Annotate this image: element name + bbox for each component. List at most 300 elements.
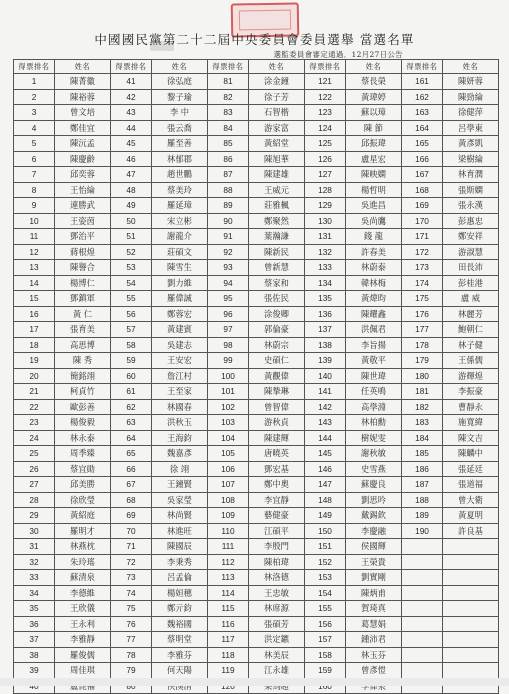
name-cell: 莊碩文 [152,244,208,260]
name-cell: 蘇慶良 [346,477,402,493]
name-cell: 黃紹庭 [55,508,111,524]
rank-cell: 117 [208,632,249,648]
name-cell: 鄭亓鈞 [152,601,208,617]
table-row [14,415,499,431]
rank-cell: 56 [111,306,152,322]
rank-cell [402,663,443,679]
name-cell: 陳建雄 [249,167,305,183]
rank-cell: 37 [14,632,55,648]
rank-cell: 180 [402,368,443,384]
rank-cell: 68 [111,492,152,508]
rank-cell: 15 [14,291,55,307]
rank-cell: 19 [14,353,55,369]
name-cell: 唐曉英 [249,446,305,462]
results-table [13,59,499,694]
name-cell: 謝秋敏 [346,446,402,462]
rank-cell: 65 [111,446,152,462]
table-row [14,105,499,121]
name-cell: 李旨揚 [346,337,402,353]
rank-cell: 140 [305,368,346,384]
table-row [14,616,499,632]
rank-cell [402,539,443,555]
name-cell: 劉力維 [152,275,208,291]
rank-cell: 115 [208,601,249,617]
name-cell: 趙世鵬 [152,167,208,183]
header-rank: 得票排名 [208,60,249,74]
rank-cell: 153 [305,570,346,586]
name-cell: 鄧治平 [55,229,111,245]
rank-cell: 176 [402,306,443,322]
name-cell: 楊姮穗 [152,585,208,601]
rank-cell: 60 [111,368,152,384]
name-cell: 陳耀鑫 [346,306,402,322]
rank-cell: 137 [305,322,346,338]
rank-cell [402,554,443,570]
rank-cell: 50 [111,213,152,229]
name-cell: 徐欣瑩 [55,492,111,508]
table-row [14,74,499,90]
header-name: 姓名 [55,60,111,74]
name-cell: 林麗芳 [443,306,499,322]
name-cell: 楊博仁 [55,275,111,291]
rank-cell: 83 [208,105,249,121]
name-cell: 曾文培 [55,105,111,121]
rank-cell: 5 [14,136,55,152]
name-cell: 涂俊卿 [249,306,305,322]
table-row [14,120,499,136]
table-row [14,244,499,260]
name-cell: 葛慧娟 [346,616,402,632]
rank-cell: 28 [14,492,55,508]
rank-cell: 31 [14,539,55,555]
name-cell: 鄭蓉宏 [152,306,208,322]
name-cell: 曾彥愷 [346,663,402,679]
table-row [14,477,499,493]
name-cell: 林燕枕 [55,539,111,555]
rank-cell: 99 [208,353,249,369]
rank-cell [402,632,443,648]
name-cell [443,554,499,570]
name-cell: 蘇清泉 [55,570,111,586]
name-cell: 鮑朝仁 [443,322,499,338]
table-row [14,353,499,369]
rank-cell: 186 [402,461,443,477]
name-cell: 陳譽合 [55,260,111,276]
rank-cell: 44 [111,120,152,136]
table-row [14,229,499,245]
name-cell: 曹靜永 [443,399,499,415]
name-cell: 陳映嫻 [346,167,402,183]
name-cell: 王鐘賢 [152,477,208,493]
rank-cell: 70 [111,523,152,539]
name-cell: 王至家 [152,384,208,400]
rank-cell [402,616,443,632]
rank-cell: 14 [14,275,55,291]
name-cell: 藝健豪 [249,508,305,524]
name-cell: 歐彭善 [55,399,111,415]
rank-cell: 26 [14,461,55,477]
rank-cell: 189 [402,508,443,524]
rank-cell: 61 [111,384,152,400]
name-cell: 陳沅孟 [55,136,111,152]
rank-cell: 159 [305,663,346,679]
name-cell: 邱美勝 [55,477,111,493]
rank-cell: 3 [14,105,55,121]
rank-cell: 136 [305,306,346,322]
name-cell: 王安宏 [152,353,208,369]
rank-cell: 155 [305,601,346,617]
rank-cell: 190 [402,523,443,539]
name-cell: 林進旺 [152,523,208,539]
name-cell: 陳勁綸 [443,89,499,105]
name-cell: 王榮貴 [346,554,402,570]
name-cell: 陳建輝 [249,430,305,446]
name-cell: 梁樹綸 [443,151,499,167]
rank-cell: 130 [305,213,346,229]
name-cell: 林玉芬 [346,647,402,663]
rank-cell: 9 [14,198,55,214]
rank-cell: 39 [14,663,55,679]
rank-cell: 152 [305,554,346,570]
name-cell [443,585,499,601]
rank-cell: 102 [208,399,249,415]
name-cell: 鄭中奧 [249,477,305,493]
table-row [14,306,499,322]
name-cell: 陳妍蓉 [443,74,499,90]
name-cell: 黃敬平 [346,353,402,369]
name-cell: 彭桂港 [443,275,499,291]
name-cell: 黃彥凱 [443,136,499,152]
rank-cell: 104 [208,430,249,446]
name-cell: 林洛德 [249,570,305,586]
name-cell: 林子健 [443,337,499,353]
rank-cell: 187 [402,477,443,493]
name-cell: 鍾沛君 [346,632,402,648]
rank-cell: 127 [305,167,346,183]
name-cell: 邱奕蓉 [55,167,111,183]
name-cell: 魏嘉彥 [152,446,208,462]
name-cell: 黃瑋婷 [346,89,402,105]
name-cell: 吳進昌 [346,198,402,214]
table-row [14,322,499,338]
name-cell: 林育潤 [443,167,499,183]
rank-cell: 71 [111,539,152,555]
rank-cell: 144 [305,430,346,446]
name-cell: 周佳琪 [55,663,111,679]
rank-cell: 100 [208,368,249,384]
rank-cell: 18 [14,337,55,353]
name-cell: 李殷門 [249,539,305,555]
rank-cell: 171 [402,229,443,245]
page-title: 中國國民黨第二十二屆中央委員會委員選舉 當選名單 [94,32,415,47]
name-cell: 陳 節 [346,120,402,136]
header-name: 姓名 [152,60,208,74]
rank-cell: 82 [208,89,249,105]
name-cell: 李振豪 [443,384,499,400]
rank-cell: 98 [208,337,249,353]
name-cell: 蔡長榮 [346,74,402,90]
table-row [14,337,499,353]
name-cell: 李秉秀 [152,554,208,570]
rank-cell: 72 [111,554,152,570]
name-cell [443,663,499,679]
name-cell: 王永利 [55,616,111,632]
name-cell: 任英鳴 [346,384,402,400]
table-row [14,663,499,679]
rank-cell: 149 [305,508,346,524]
table-row [14,89,499,105]
name-cell: 陳摯琳 [249,384,305,400]
name-cell: 蘇以璋 [346,105,402,121]
rank-cell: 88 [208,182,249,198]
rank-cell: 22 [14,399,55,415]
rank-cell: 48 [111,182,152,198]
rank-cell: 182 [402,399,443,415]
rank-cell: 161 [402,74,443,90]
name-cell: 史碩仁 [249,353,305,369]
rank-cell: 128 [305,182,346,198]
name-cell: 林郁郡 [152,151,208,167]
table-row [14,291,499,307]
rank-cell: 132 [305,244,346,260]
header-rank: 得票排名 [402,60,443,74]
rank-cell: 77 [111,632,152,648]
rank-cell: 93 [208,260,249,276]
name-cell: 曾大衛 [443,492,499,508]
name-cell: 高思博 [55,337,111,353]
rank-cell: 177 [402,322,443,338]
rank-cell: 33 [14,570,55,586]
name-cell: 林國春 [152,399,208,415]
name-cell: 陳柏瑋 [249,554,305,570]
rank-cell: 109 [208,508,249,524]
name-cell: 蔡宜勛 [55,461,111,477]
name-cell: 呂學東 [443,120,499,136]
rank-cell: 116 [208,616,249,632]
rank-cell: 147 [305,477,346,493]
table-row [14,182,499,198]
name-cell: 張斯嫻 [443,182,499,198]
rank-cell: 30 [14,523,55,539]
rank-cell: 63 [111,415,152,431]
table-body [14,74,499,694]
table-row [14,368,499,384]
name-cell: 游家富 [249,120,305,136]
name-cell: 李雅芬 [152,647,208,663]
name-cell: 張永漢 [443,198,499,214]
name-cell: 周季臻 [55,446,111,462]
rank-cell: 108 [208,492,249,508]
rank-cell: 52 [111,244,152,260]
name-cell: 林柏勳 [346,415,402,431]
rank-cell: 129 [305,198,346,214]
table-header-row [14,60,499,74]
name-cell: 史雪燕 [346,461,402,477]
name-cell: 徐 翊 [152,461,208,477]
name-cell: 賀琦真 [346,601,402,617]
rank-cell: 107 [208,477,249,493]
name-cell: 樹妮雯 [346,430,402,446]
rank-cell: 119 [208,663,249,679]
table-row [14,198,499,214]
rank-cell: 12 [14,244,55,260]
table-row [14,461,499,477]
name-cell: 王威元 [249,182,305,198]
rank-cell: 112 [208,554,249,570]
name-cell: 田長沛 [443,260,499,276]
table-row [14,213,499,229]
name-cell: 邱振瑋 [346,136,402,152]
rank-cell: 35 [14,601,55,617]
rank-cell: 74 [111,585,152,601]
rank-cell: 10 [14,213,55,229]
table-row [14,523,499,539]
name-cell: 林美辰 [249,647,305,663]
table-row [14,570,499,586]
rank-cell: 168 [402,182,443,198]
name-cell: 連勝武 [55,198,111,214]
rank-cell: 42 [111,89,152,105]
name-cell: 陳裕蓉 [55,89,111,105]
name-cell: 洪秋玉 [152,415,208,431]
name-cell: 魏裕國 [152,616,208,632]
rank-cell: 138 [305,337,346,353]
rank-cell: 141 [305,384,346,400]
name-cell: 林蔚宗 [249,337,305,353]
table-row [14,430,499,446]
name-cell: 陳麟中 [443,446,499,462]
table-row [14,167,499,183]
name-cell: 石智楷 [249,105,305,121]
rank-cell: 118 [208,647,249,663]
name-cell: 葉瀚謙 [249,229,305,245]
name-cell: 黃 仁 [55,306,111,322]
name-cell: 張碩芳 [249,616,305,632]
rank-cell: 43 [111,105,152,121]
rank-cell: 165 [402,136,443,152]
rank-cell: 125 [305,136,346,152]
table-row [14,151,499,167]
rank-cell: 51 [111,229,152,245]
rank-cell: 184 [402,430,443,446]
rank-cell: 135 [305,291,346,307]
rank-cell: 7 [14,167,55,183]
name-cell: 黃煒昀 [346,291,402,307]
rank-cell: 156 [305,616,346,632]
rank-cell: 41 [111,74,152,90]
name-cell: 羅偉誠 [152,291,208,307]
rank-cell [402,585,443,601]
rank-cell: 114 [208,585,249,601]
table-row [14,136,499,152]
rank-cell: 92 [208,244,249,260]
name-cell: 施寬緯 [443,415,499,431]
rank-cell: 166 [402,151,443,167]
rank-cell: 90 [208,213,249,229]
name-cell: 羅明才 [55,523,111,539]
name-cell: 林永泰 [55,430,111,446]
rank-cell: 151 [305,539,346,555]
rank-cell: 2 [14,89,55,105]
name-cell: 游秋貞 [249,415,305,431]
name-cell: 王海鈞 [152,430,208,446]
name-cell: 陳菁徽 [55,74,111,90]
page-bottom-edge [0,678,509,686]
name-cell: 徐弘庭 [152,74,208,90]
name-cell: 徐子芳 [249,89,305,105]
rank-cell: 175 [402,291,443,307]
rank-cell: 86 [208,151,249,167]
name-cell: 詹江村 [152,368,208,384]
name-cell: 楊俊毅 [55,415,111,431]
rank-cell: 185 [402,446,443,462]
table-row [14,647,499,663]
name-cell [443,647,499,663]
name-cell: 鄭安祥 [443,229,499,245]
rank-cell: 146 [305,461,346,477]
name-cell: 戴錫欽 [346,508,402,524]
name-cell: 陳文吉 [443,430,499,446]
rank-cell: 17 [14,322,55,338]
rank-cell: 122 [305,89,346,105]
table-row [14,601,499,617]
name-cell: 李德維 [55,585,111,601]
table-row [14,539,499,555]
name-cell: 李雅靜 [55,632,111,648]
rank-cell: 96 [208,306,249,322]
rank-cell: 24 [14,430,55,446]
rank-cell: 103 [208,415,249,431]
name-cell: 李 中 [152,105,208,121]
rank-cell: 79 [111,663,152,679]
name-cell: 錢 龍 [346,229,402,245]
name-cell: 游淑慧 [443,244,499,260]
rank-cell: 123 [305,105,346,121]
rank-cell: 173 [402,260,443,276]
name-cell: 吳建志 [152,337,208,353]
name-cell [443,616,499,632]
name-cell: 陳慶齡 [55,151,111,167]
name-cell: 呂孟倫 [152,570,208,586]
name-cell: 王欣儀 [55,601,111,617]
rank-cell: 36 [14,616,55,632]
name-cell [443,570,499,586]
name-cell: 游輝煌 [443,368,499,384]
rank-cell: 179 [402,353,443,369]
rank-cell: 4 [14,120,55,136]
name-cell: 朱玲瑤 [55,554,111,570]
name-cell: 鄭佳宜 [55,120,111,136]
rank-cell: 188 [402,492,443,508]
rank-cell: 84 [208,120,249,136]
rank-cell: 121 [305,74,346,90]
rank-cell: 148 [305,492,346,508]
header-name: 姓名 [249,60,305,74]
name-cell: 江碩平 [249,523,305,539]
name-cell: 黃建賓 [152,322,208,338]
name-cell: 曾新慧 [249,260,305,276]
rank-cell [402,601,443,617]
name-cell: 楊哲明 [346,182,402,198]
rank-cell: 154 [305,585,346,601]
rank-cell: 81 [208,74,249,90]
name-cell: 許良基 [443,523,499,539]
table-row [14,632,499,648]
name-cell: 鄧鎮軍 [55,291,111,307]
table-row [14,554,499,570]
rank-cell: 94 [208,275,249,291]
table-row [14,384,499,400]
